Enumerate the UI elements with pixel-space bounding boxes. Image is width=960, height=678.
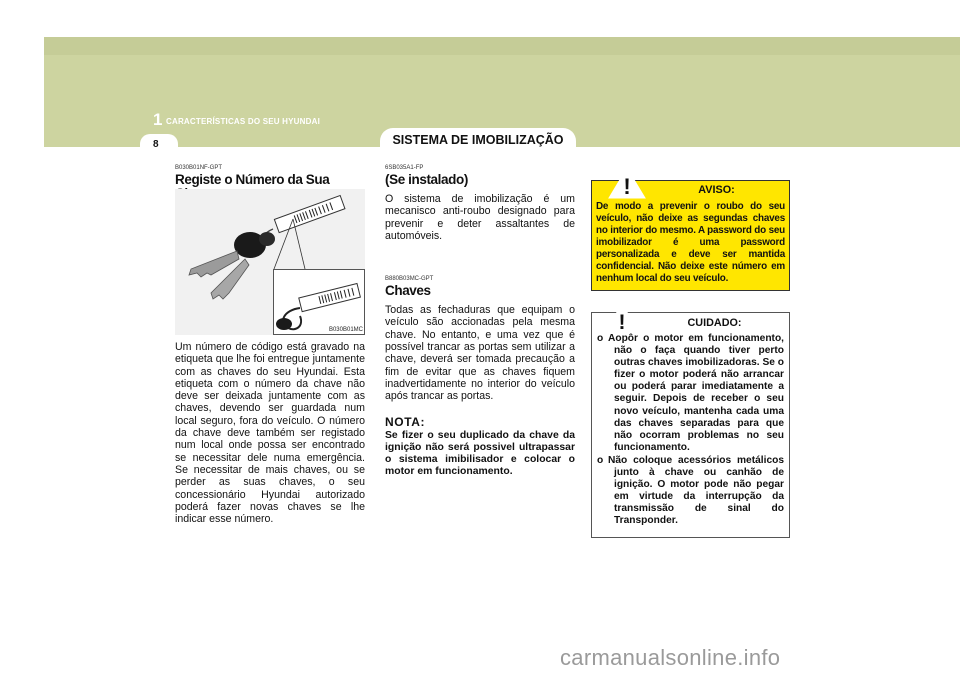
caution-item-text: Não coloque acessórios metálicos junto à chave ou canhão de ignição. O motor pode não pegar em virtude da interrupção da transmissão de sinal do Transponder. [608,455,784,527]
caution-item [597,455,784,528]
warning-triangle-icon [608,167,646,199]
warning-text: De modo a prevenir o roubo do seu veículo, não deixe as segundas chaves no interior do mesmo. A password do seu imobilizador é uma password personalizada e deve ser mantida confidencial. Não deixe este número em nenhum local do seu veículo. [596,201,785,284]
chapter-title: CARACTERÍSTICAS DO SEU HYUNDAI [166,117,321,126]
photo-code: B030B01MC [328,327,363,333]
header-band-top [44,37,960,55]
section-title: SISTEMA DE IMOBILIZAÇÃO [392,133,564,147]
chapter-number: 1 [153,110,163,129]
caution-title: CUIDADO: [687,317,742,329]
left-paragraph: Um número de código está gravado na etiqueta que lhe foi entregue juntamente com as chaves do seu Hyundai. Esta etiqueta com o número da chave não deve ser deixada juntamente com as chaves, devendo ser guardada num local seguro, fora do veículo. O número da chave deve também ser registado num local onde possa ser encontrado se necessitar dele numa emergência. Se necessitar de mais chaves, ou se perder as suas chaves, o seu concessionário Hyundai autorizado poderá fazer novas chaves se lhe indicar esse número. [175,341,365,526]
warning-title: AVISO: [698,184,735,196]
section-code: B880B03MC-GPT [385,276,434,283]
section-heading: Chaves [385,283,431,299]
section-heading: (Se instalado) [385,172,468,187]
note-text: Se fizer o seu duplicado da chave da ignição não será possivel ultrapassar o sistema imibilisador e colocar o motor em funcionamento. [385,429,575,478]
bullet: o [597,333,604,344]
svg-text:!: ! [618,311,626,333]
page-number: 8 [153,139,159,150]
svg-text:!: ! [623,174,631,199]
middle-column [385,165,575,479]
caution-box [591,312,790,538]
intro-paragraph: O sistema de imobilização é um mecanisco anti-roubo designado para prevenir e deter assaltantes de automóveis. [385,193,575,242]
section-code: B030B01NF-GPT [175,165,223,171]
caution-item [597,333,784,454]
footer-area [0,648,960,678]
section-code: 6SB035A1-FP [385,165,424,171]
inset-photo [273,269,365,335]
page-tab [140,134,178,154]
bullet: o [597,455,604,466]
tag-closeup-icon [274,270,364,334]
watermark-text: carmanualsonline.info [560,645,781,670]
keys-photo [175,189,365,335]
caution-triangle-icon [604,303,640,333]
caution-item-text: Aopôr o motor em funcionamento, não o faça quando tiver perto outras chaves imobilizadoras. Se o fizer o motor poderá não arrancar ou poderá parar imediatamente a seguir. Depois de receber o seu novo veículo, mantenha cada uma das chaves separadas para que não ocorram problemas no seu funcionamento. [608,333,784,453]
note-heading: NOTA: [385,414,426,429]
keys-paragraph: Todas as fechaduras que equipam o veículo são accionadas pela mesma chave. No entanto, e uma vez que é possível trancar as portas sem utilizar a chave, deverá ser tomada precaução a fim de evitar que as chaves fiquem inadvertidamente no interior do veículo após trancar as portas. [385,304,575,403]
section-heading: Registe o Número da Sua [175,172,330,187]
